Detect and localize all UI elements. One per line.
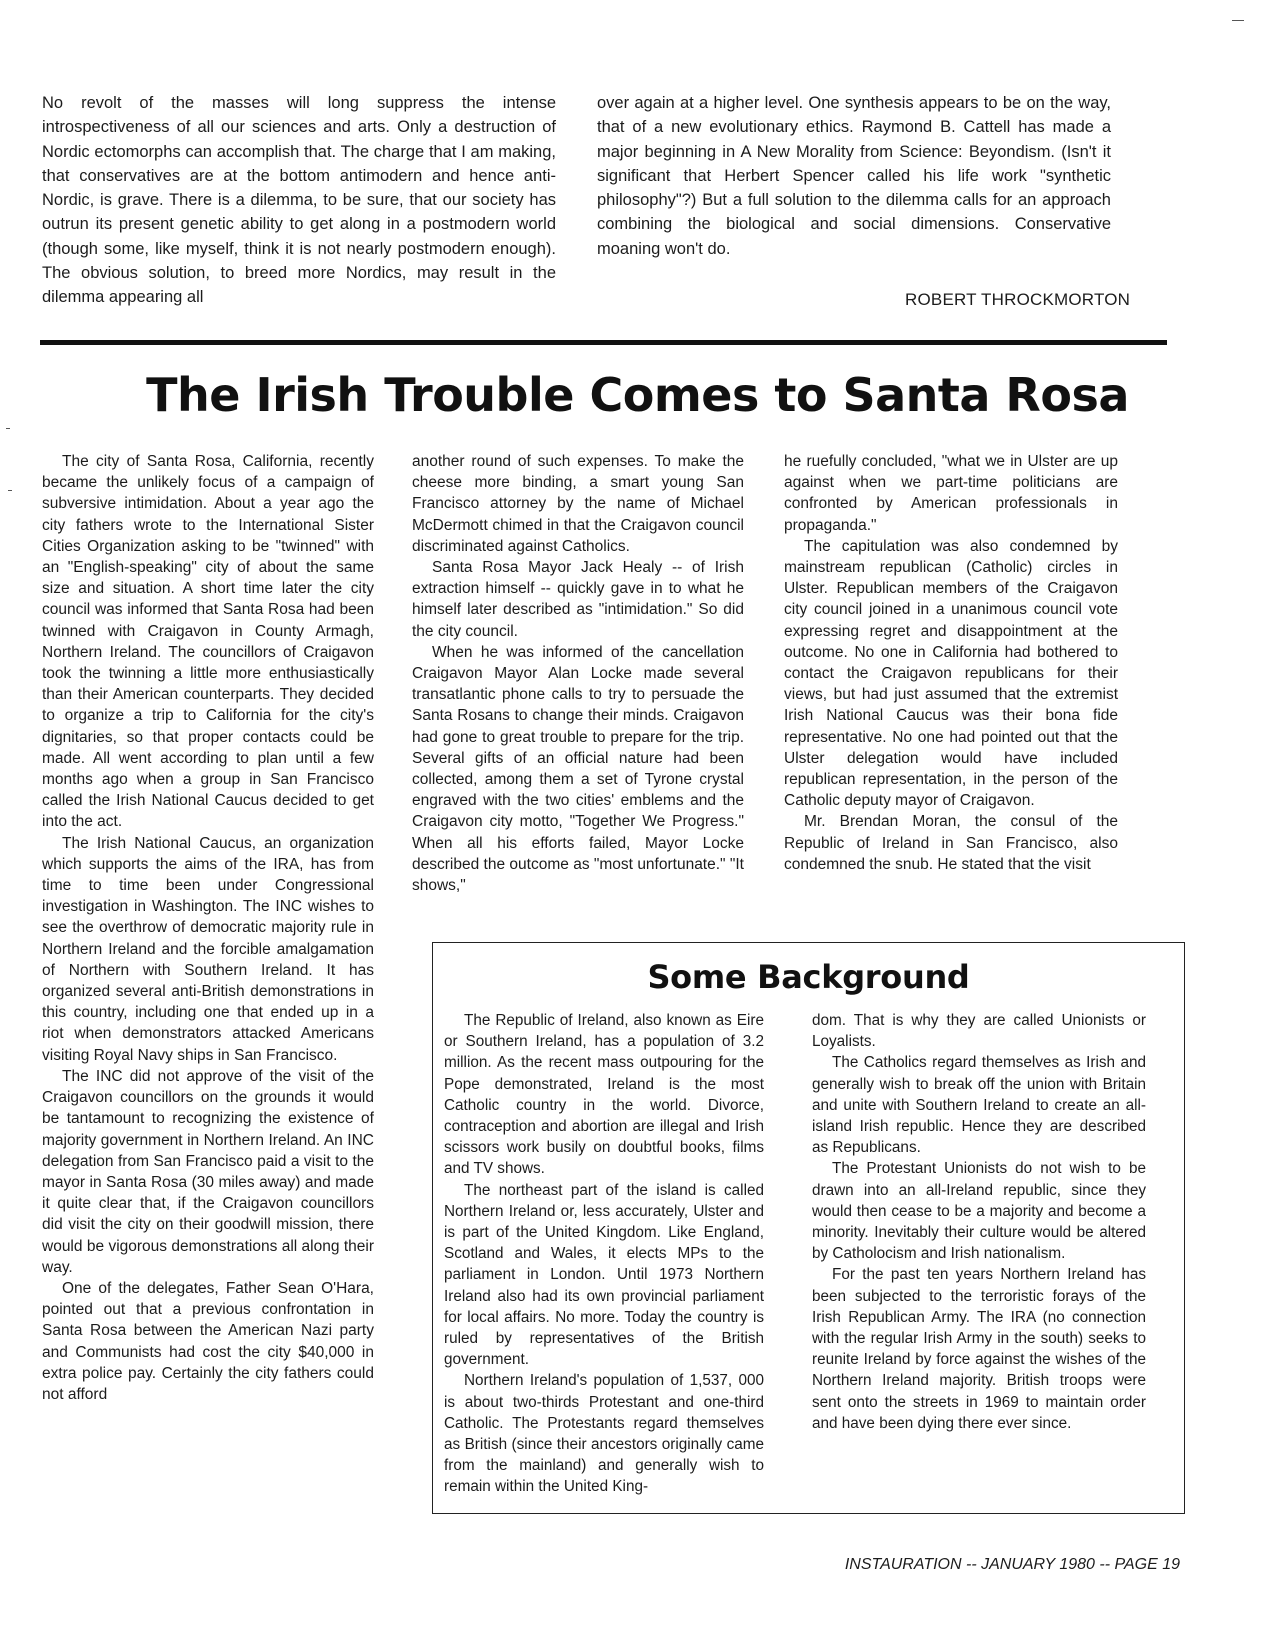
paragraph: The Irish National Caucus, an organization which supports the aims of the IRA, has from time to time been under Congressional investigation in Washington. The INC wishes to see the overthrow of democratic majority rule in Northern Ireland and the forcible amalgamation of Northern with Southern Ireland. It has organized several anti-British demonstrations in this country, including one that ended up in a riot when demonstrators attacked Americans visiting Royal Navy ships in San Francisco. (42, 834, 374, 1064)
paragraph: Santa Rosa Mayor Jack Healy -- of Irish extraction himself -- quickly gave in to what he himself later described as "intimidation." So did the city council. (412, 559, 744, 640)
paragraph: dom. That is why they are called Unionists or Loyalists. (812, 1012, 1146, 1051)
paragraph: The northeast part of the island is called Northern Ireland or, less accurately, Ulster and is part of the United Kingdom. Like England, Scotland and Wales, it elects MPs to the parliament in London. Until 1973 Northern Ireland also had its own provincial parliament for local affairs. No more. Today the country is ruled by representatives of the British government. (444, 1181, 764, 1369)
top-article-col-2 (597, 91, 1111, 261)
paragraph: When he was informed of the cancellation Craigavon Mayor Alan Locke made several transatlantic phone calls to try to persuade the Santa Rosans to change their minds. Craigavon had gone to great trouble to prepare for the trip. Several gifts of an official nature had been collected, among them a set of Tyrone crystal engraved with the two cities' emblems and the Craigavon city motto, "Together We Progress." When all his efforts failed, Mayor Locke described the outcome as "most unfortunate." "It shows," (412, 643, 744, 895)
article-col-3 (784, 451, 1118, 875)
paragraph: One of the delegates, Father Sean O'Hara, pointed out that a previous confrontation in Santa Rosa between the American Nazi party and Communists had cost the city $40,000 in extra police pay. Certainly the city fathers could not afford (42, 1279, 374, 1403)
sidebar-title: Some Background (647, 958, 970, 996)
paragraph: another round of such expenses. To make the cheese more binding, a smart young San Francisco attorney by the name of Michael McDermott chimed in that the Craigavon council discriminated against Catholics. (412, 453, 744, 555)
paragraph: over again at a higher level. One synthesis appears to be on the way, that of a new evolutionary ethics. Raymond B. Cattell has made a major beginning in A New Morality from Science: Beyondism. (Isn't it significant that Herbert Spencer called his life work "synthetic philosophy"?) But a full solution to the dilemma calls for an approach combining the biological and social dimensions. Conservative moaning won't do. (597, 94, 1111, 258)
author-signature: ROBERT THROCKMORTON (905, 290, 1131, 309)
article-title: The Irish Trouble Comes to Santa Rosa (146, 368, 1129, 422)
scan-mark (6, 428, 10, 429)
top-article-col-1 (42, 91, 556, 310)
article-col-1 (42, 451, 374, 1405)
paragraph: Mr. Brendan Moran, the consul of the Republic of Ireland in San Francisco, also condemned the snub. He stated that the visit (784, 813, 1118, 873)
article-col-2 (412, 451, 744, 896)
paragraph: For the past ten years Northern Ireland has been subjected to the terroristic forays of the Irish Republican Army. The IRA (no connection with the regular Irish Army in the south) seeks to reunite Ireland by force against the wishes of the Northern Ireland majority. British troops were sent onto the streets in 1969 to maintain order and have been dying there ever since. (812, 1266, 1146, 1432)
scan-mark (8, 490, 12, 491)
paragraph: The INC did not approve of the visit of the Craigavon councillors on the grounds it would be tantamount to recognizing the existence of majority government in Northern Ireland. An INC delegation from San Francisco paid a visit to the mayor in Santa Rosa (30 miles away) and made it quite clear that, if the Craigavon councillors did visit the city on their goodwill mission, there would be vigorous demonstrations all along their way. (42, 1067, 374, 1276)
scan-mark (1232, 20, 1244, 21)
paragraph: Northern Ireland's population of 1,537, 000 is about two-thirds Protestant and one-third Catholic. The Protestants regard themselves as British (since their ancestors originally came from the mainland) and generally wish to remain within the United King- (444, 1372, 764, 1496)
sidebar-col-1 (444, 1010, 764, 1498)
sidebar-col-2 (812, 1010, 1146, 1434)
paragraph: The city of Santa Rosa, California, recently became the unlikely focus of a campaign of subversive intimidation. About a year ago the city fathers wrote to the International Sister Cities Organization asking to be "twinned" with an "English-speaking" city of about the same size and situation. A short time later the city council was informed that Santa Rosa had been twinned with Craigavon in County Armagh, Northern Ireland. The councillors of Craigavon took the twinning a little more enthusiastically than their American counterparts. They decided to organize a trip to California for the city's dignitaries, so that proper contacts could be made. All went according to plan until a few months ago when a group in San Francisco called the Irish National Caucus decided to get into the act. (42, 453, 374, 831)
paragraph: The Catholics regard themselves as Irish and generally wish to break off the union with Britain and unite with Southern Ireland to create an all-island Irish republic. Hence they are described as Republicans. (812, 1054, 1146, 1157)
paragraph: No revolt of the masses will long suppress the intense introspectiveness of all our sciences and arts. Only a destruction of Nordic ectomorphs can accomplish that. The charge that I am making, that conservatives are at the bottom antimodern and hence anti-Nordic, is grave. There is a dilemma, to be sure, that our society has outrun its present genetic ability to get along in a postmodern world (though some, like myself, think it is not nearly postmodern enough). The obvious solution, to breed more Nordics, may result in the dilemma appearing all (42, 94, 556, 307)
paragraph: The capitulation was also condemned by mainstream republican (Catholic) circles in Ulster. Republican members of the Craigavon city council joined in a unanimous council vote expressing regret and disappointment at the outcome. No one in California had bothered to contact the Craigavon republicans for their views, but had just assumed that the extremist Irish National Caucus was their bona fide representative. No one had pointed out that the Ulster delegation would have included republican representation, in the person of the Catholic deputy mayor of Craigavon. (784, 537, 1118, 810)
paragraph: The Protestant Unionists do not wish to be drawn into an all-Ireland republic, since they would then cease to be a majority and become a minority. Inevitably their culture would be altered by Catholocism and Irish nationalism. (812, 1160, 1146, 1263)
paragraph: he ruefully concluded, "what we in Ulster are up against when we part-time politicians are confronted by American professionals in propaganda." (784, 453, 1118, 534)
paragraph: The Republic of Ireland, also known as Eire or Southern Ireland, has a population of 3.2 million. As the recent mass outpouring for the Pope demonstrated, Ireland is the most Catholic country in the world. Divorce, contraception and abortion are illegal and Irish scissors work busily on doubtful books, films and TV shows. (444, 1012, 764, 1178)
page-footer: INSTAURATION -- JANUARY 1980 -- PAGE 19 (844, 1556, 1180, 1573)
section-divider (40, 340, 1167, 345)
